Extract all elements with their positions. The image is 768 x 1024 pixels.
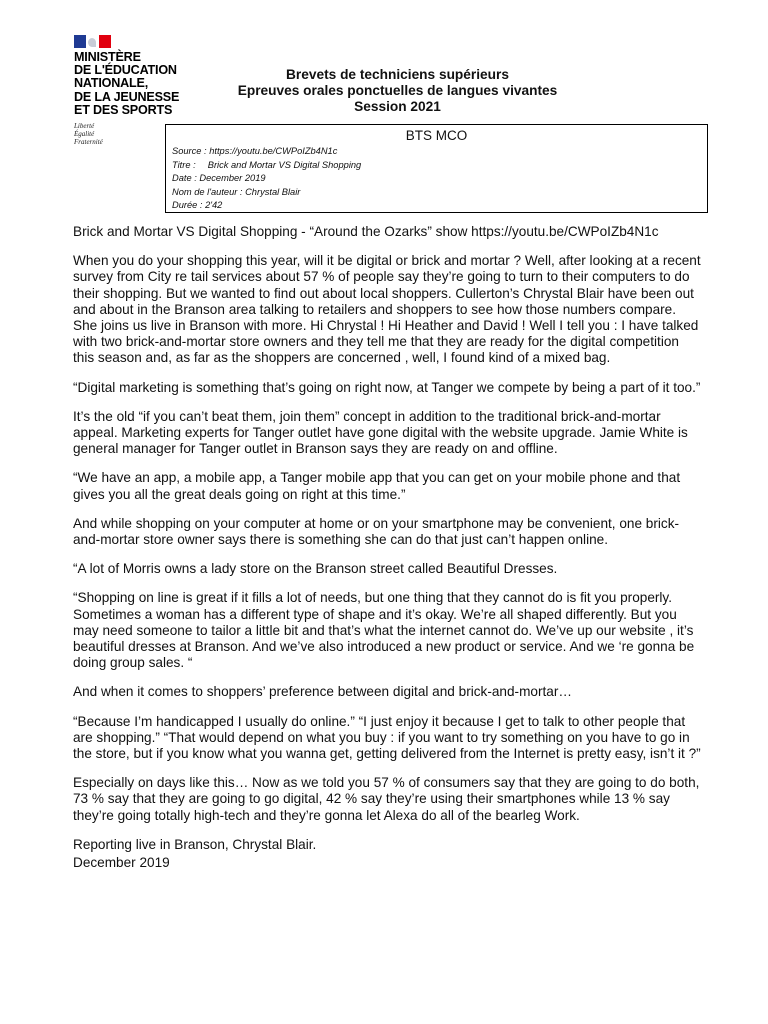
motto-line: Liberté (74, 122, 95, 131)
paragraph: “We have an app, a mobile app, a Tanger mobile app that you can get on your mobile phone and that gives you all the great deals going on right at this time.” (73, 470, 681, 502)
header-line-3: Session 2021 (354, 99, 441, 114)
duration-row: Durée : 2'42 (172, 200, 223, 210)
motto-line: Égalité (74, 130, 95, 139)
paragraph: It’s the old “if you can’t beat them, join them” concept in addition to the traditional brick-and-mortar appeal. Marketing experts for Tanger outlet have gone digital with the website upgrade. Jamie White is general manager for Tanger outlet in Branson says they are ready on and offline. (73, 408, 688, 457)
ministry-line: ET DES SPORTS (74, 102, 173, 117)
titre-row (172, 159, 707, 173)
exam-header (200, 67, 595, 115)
paragraph: When you do your shopping this year, will it be digital or brick and mortar ? Well, after looking at a recent survey from City re tail services about 57 % of people say they’re going to turn to their computers to do their shopping. But we wanted to find out about local shoppers. Cullerton’s Chrystal Blair have been out and about in the Branson area talking to retailers and shoppers to see how those numbers compare. She joins us live in Branson with more. Hi Chrystal ! Hi Heather and David ! Well I tell you : I have talked with two brick-and-mortar store owners and they tell me that they are ready for the digital competition this season and, as far as the shoppers are concerned , well, I found kind of a mixed bag. (73, 253, 701, 366)
french-flag-icon (74, 35, 111, 48)
paragraph: “Digital marketing is something that’s going on right now, at Tanger we compete by being a part of it too.” (73, 379, 701, 395)
article-date: December 2019 (73, 855, 170, 871)
source-metadata (172, 145, 707, 213)
ministry-line: DE LA JEUNESSE (74, 89, 180, 104)
paragraph: “A lot of Morris owns a lady store on the Branson street called Beautiful Dresses. (73, 561, 558, 577)
article-body (73, 224, 703, 884)
source-label: Source : (172, 146, 207, 156)
date-row: Date : December 2019 (172, 173, 266, 183)
signoff: Reporting live in Branson, Chrystal Blair. (73, 836, 317, 852)
paragraph: “Because I’m handicapped I usually do online.” “I just enjoy it because I get to talk to other people that are shopping.” “That would depend on what you buy : if you want to try something on you have to go in the store, but if you know what you wanna get, getting delivered from the Internet is pretty easy, isn’t it ?” (73, 713, 701, 762)
source-info-box (165, 124, 708, 213)
header-line-1: Brevets de techniciens supérieurs (286, 67, 509, 82)
author-row: Nom de l'auteur : Chrystal Blair (172, 186, 301, 197)
paragraph: And when it comes to shoppers’ preference between digital and brick-and-mortar… (73, 684, 572, 700)
ministry-line: NATIONALE, (74, 76, 149, 91)
paragraph: “Shopping on line is great if it fills a lot of needs, but one thing that they cannot do is fit you properly. Sometimes a woman has a different type of shape and it’s okay. We’re all shaped differently. But you may need someone to tailor a little bit and that’s what the internet cannot do. We’ve up our website , it’s beautiful dresses at Branson. And we’ve also introduced a new product or service. And we ‘re gonna be doing group sales. “ (73, 590, 695, 671)
bts-title: BTS MCO (405, 128, 468, 143)
article-heading: Brick and Mortar VS Digital Shopping - “Around the Ozarks” show https://youtu.be/CWPoIZb4N1c (73, 224, 659, 239)
titre-label: Titre : (172, 159, 196, 170)
paragraph: Especially on days like this… Now as we told you 57 % of consumers say that they are going to do both, 73 % say that they are going to go digital, 42 % say they’re using their smartphones while 13 % say they’re going totally high-tech and they’re gonna let Alexa do all of the bearleg Work. (73, 775, 700, 823)
ministry-line: MINISTÈRE (74, 50, 141, 64)
header-line-2: Epreuves orales ponctuelles de langues vivantes (237, 83, 558, 98)
source-link[interactable]: https://youtu.be/CWPoIZb4N1c (209, 146, 338, 156)
paragraph: And while shopping on your computer at home or on your smartphone may be convenient, one brick-and-mortar store owner says there is something she can do that just can’t happen online. (73, 515, 680, 548)
titre-value: Brick and Mortar VS Digital Shopping (207, 159, 362, 170)
ministry-line: DE L'ÉDUCATION (74, 63, 177, 78)
source-row (172, 145, 707, 159)
ministry-name (74, 51, 204, 117)
motto-line: Fraternité (74, 138, 103, 147)
